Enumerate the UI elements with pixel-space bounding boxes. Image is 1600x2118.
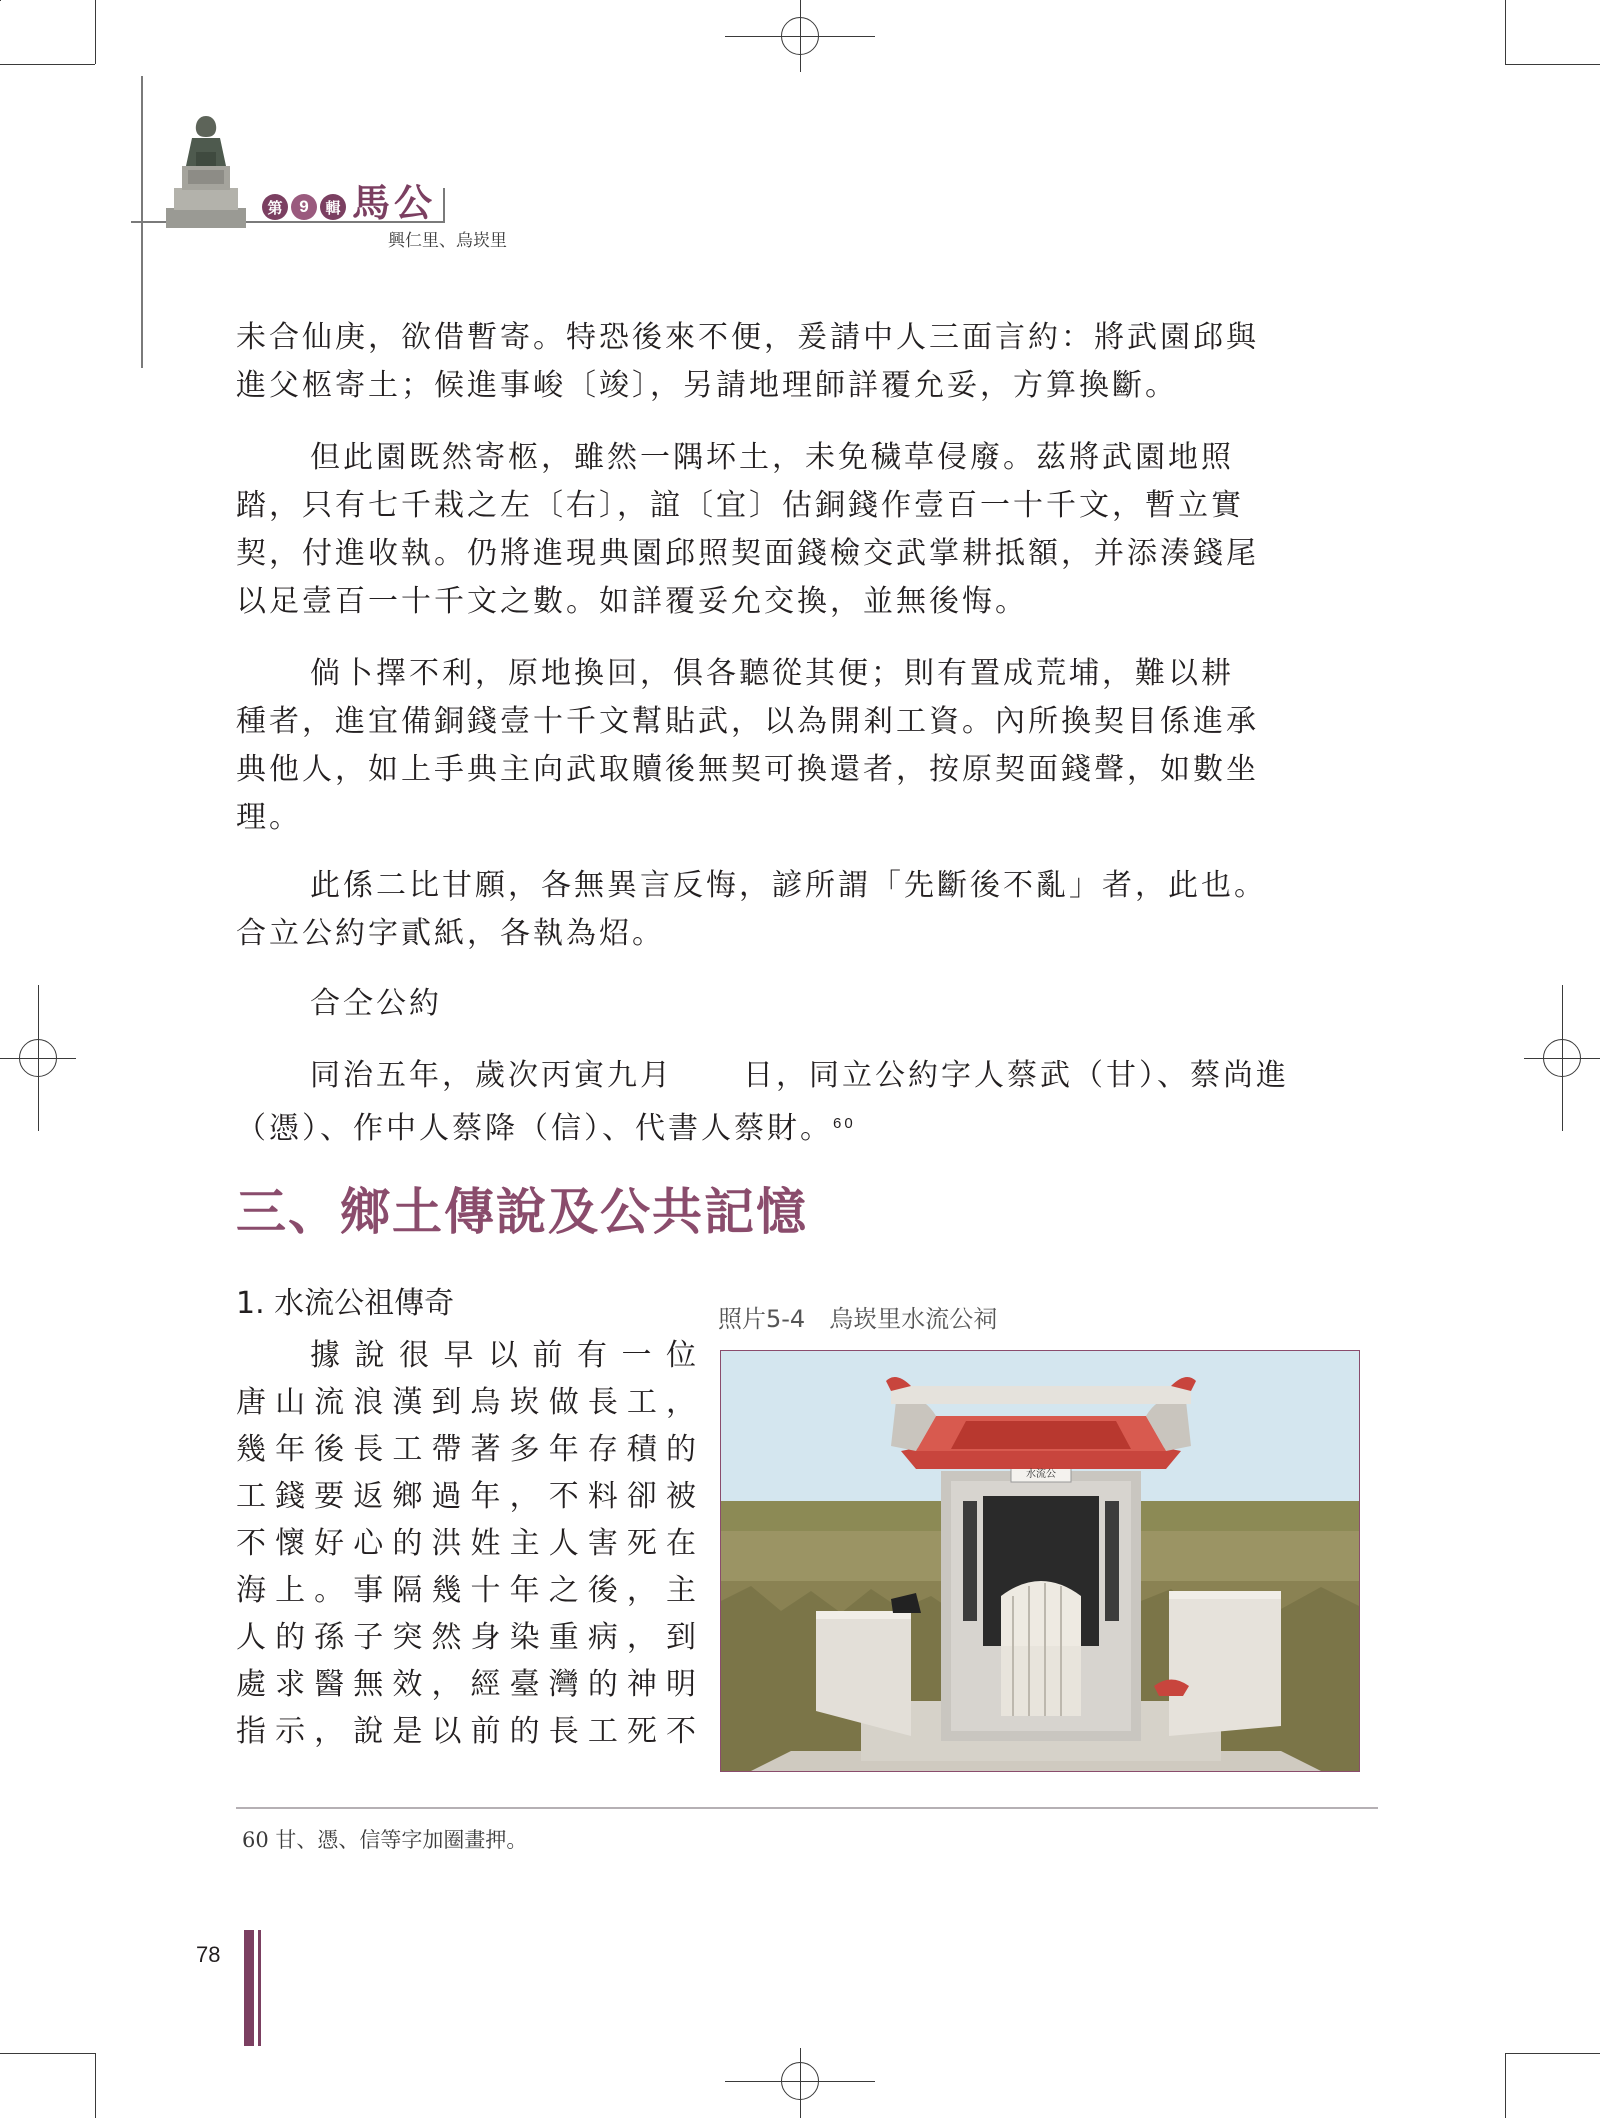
shrine-photo <box>720 1350 1360 1772</box>
text-line: 倘卜擇不利，原地換回，俱各聽從其便；則有置成荒埔，難以耕 <box>310 656 1234 691</box>
text-line: 不懷好心的洪姓主人害死在 <box>236 1526 696 1561</box>
text-line: 以足壹百一十千文之數。如詳覆妥允交換，並無後悔。 <box>236 584 1028 619</box>
text-line: 典他人，如上手典主向武取贖後無契可換還者，按原契面錢聲，如數坐 <box>236 752 1259 787</box>
text-line: 據說很早以前有一位 <box>310 1338 696 1373</box>
text-line: 工錢要返鄉過年，不料卻被 <box>236 1479 696 1514</box>
page-edge-bar-thin <box>258 1930 261 2046</box>
contract-paragraph-1 <box>236 314 1366 410</box>
contract-paragraph-6 <box>236 1052 1366 1153</box>
signatories: （憑）、作中人蔡降（信）、代書人蔡財。 <box>236 1111 833 1146</box>
text-line: 契，付進收執。仍將進現典園邱照契面錢檢交武掌耕抵額，并添湊錢尾 <box>236 536 1259 571</box>
volume-prefix-circle: 第 <box>262 194 288 220</box>
text-line: 種者，進宜備銅錢壹十千文幫貼武，以為開剎工資。內所換契目係進承 <box>236 704 1259 739</box>
footnote: 60 甘、憑、信等字加圈畫押。 <box>242 1828 528 1852</box>
date-part-2: 日，同立公約字人蔡武（甘）、蔡尚進 <box>743 1058 1289 1093</box>
volume-suffix-circle: 輯 <box>320 194 346 220</box>
text-line: 踏，只有七千栽之左〔右〕，誼〔宜〕估銅錢作壹百一十千文，暫立實 <box>236 488 1244 523</box>
footnote-reference[interactable]: 60 <box>833 1115 856 1132</box>
header-subtitle: 興仁里、烏崁里 <box>388 231 507 251</box>
text-line: 指示，說是以前的長工死不 <box>236 1714 696 1749</box>
volume-badge <box>262 193 346 221</box>
text-line: 海上。事隔幾十年之後，主 <box>236 1573 696 1608</box>
contract-paragraph-3 <box>236 650 1366 842</box>
subsection-heading: 1. 水流公祖傳奇 <box>236 1286 455 1321</box>
text-line: 未合仙庚，欲借暫寄。特恐後來不便，爰請中人三面言約：將武園邱與 <box>236 320 1259 355</box>
text-line: 唐山流浪漢到烏崁做長工， <box>236 1385 696 1420</box>
series-title: 馬公 <box>352 180 437 225</box>
statue-illustration <box>158 108 254 228</box>
text-line: 處求醫無效，經臺灣的神明 <box>236 1667 696 1702</box>
header-short-rule <box>443 188 445 222</box>
text-line <box>236 1052 1366 1100</box>
page-edge-bar <box>244 1930 254 2046</box>
text-line: 合仝公約 <box>310 986 442 1021</box>
shrine-photo-illustration <box>721 1351 1359 1771</box>
photo-caption: 照片5-4 烏崁里水流公祠 <box>718 1305 998 1333</box>
story-paragraph <box>236 1332 696 1755</box>
shrine-plaque-text: 水流公 <box>1026 1469 1056 1480</box>
contract-paragraph-2 <box>236 434 1366 626</box>
contract-paragraph-4 <box>236 862 1366 958</box>
contract-paragraph-5 <box>236 980 1366 1028</box>
text-line: 理。 <box>236 800 302 835</box>
text-line: 合立公約字貳紙，各執為炤。 <box>236 916 665 951</box>
text-line: 但此園既然寄柩，雖然一隅坏土，未免穢草侵廢。茲將武園地照 <box>310 440 1234 475</box>
volume-number-circle: 9 <box>291 194 317 220</box>
footnote-rule <box>236 1807 1378 1809</box>
text-line: 幾年後長工帶著多年存積的 <box>236 1432 696 1467</box>
text-line: 人的孫子突然身染重病，到 <box>236 1620 696 1655</box>
date-part-1: 同治五年，歲次丙寅九月 <box>310 1058 673 1093</box>
section-title: 三、鄉土傳說及公共記憶 <box>236 1182 808 1241</box>
text-line: 此係二比甘願，各無異言反悔，諺所謂「先斷後不亂」者，此也。 <box>310 868 1267 903</box>
text-line <box>236 1100 1366 1153</box>
page-number: 78 <box>196 1942 221 1967</box>
text-line: 進父柩寄土；候進事峻〔竣〕，另請地理師詳覆允妥，方算換斷。 <box>236 368 1178 403</box>
